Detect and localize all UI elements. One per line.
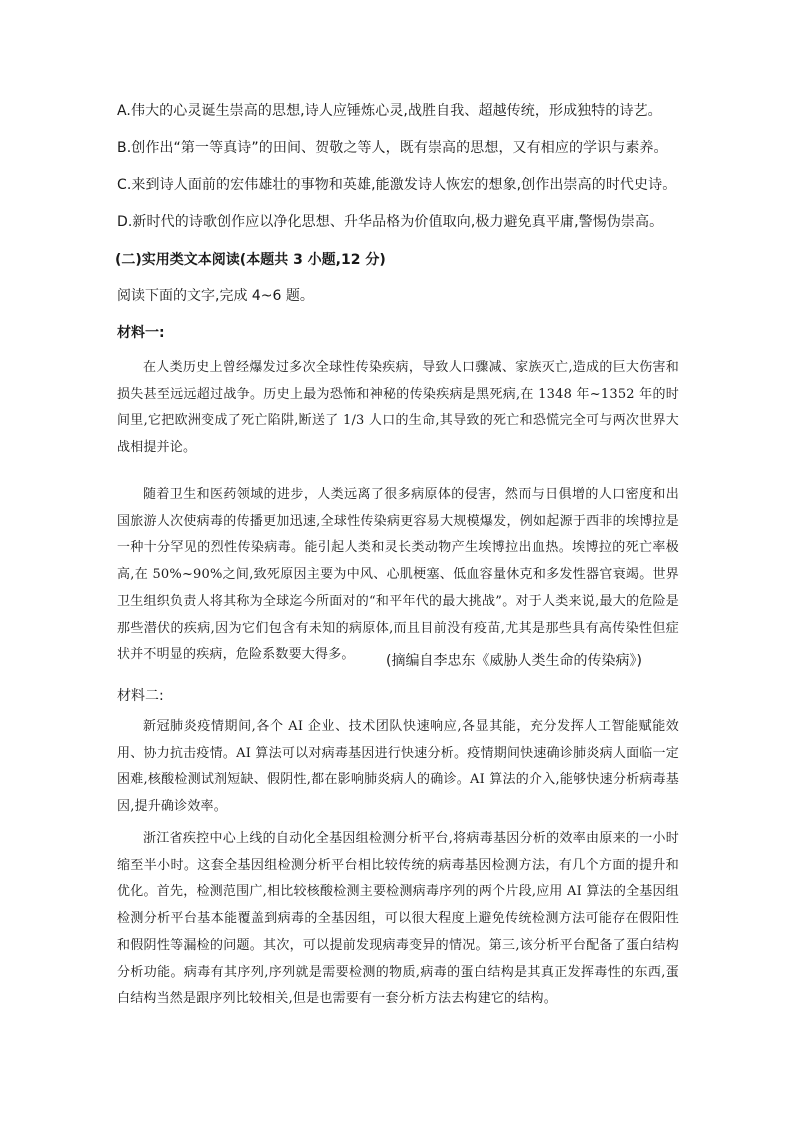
material-two-label: 材料二: [117, 688, 164, 704]
material-one-source: (摘编自李忠东《威胁人类生命的传染病》) [386, 653, 642, 669]
option-c: C.来到诗人面前的宏伟雄壮的事物和英雄,能激发诗人恢宏的想象,创作出崇高的时代史诗。 [117, 177, 677, 193]
section-title: (二)实用类文本阅读(本题共 3 小题,12 分) [115, 252, 386, 268]
material-one-paragraph: 在人类历史上曾经爆发过多次全球性传染疾病，导致人口骤减、家族灭亡,造成的巨大伤害和损失甚至远远超过战争。历史上最为恐怖和神秘的传染疾病是黑死病,在 1348 年~1352 年的时间里,它把欧洲变成了死亡陷阱,断送了 1/3 人口的生命,其导致的死亡和恐慌完全可与两次世界大战相提并论。 [117, 360, 679, 456]
material-two-paragraph: 新冠肺炎疫情期间,各个 AI 企业、技术团队快速响应,各显其能，充分发挥人工智能赋能效用、协力抗击疫情。AI 算法可以对病毒基因进行快速分析。疫情期间快速确诊肺炎病人面临一定困难,核酸检测试剂短缺、假阴性,都在影响肺炎病人的确诊。AI 算法的介入,能够快速分析病毒基因,提升确诊效率。 [117, 719, 679, 815]
material-two-paragraph: 浙江省疾控中心上线的自动化全基因组检测分析平台,将病毒基因分析的效率由原来的一小时缩至半小时。这套全基因组检测分析平台相比较传统的病毒基因检测方法，有几个方面的提升和优化。首先，检测范围广,相比较核酸检测主要检测病毒序列的两个片段,应用 AI 算法的全基因组检测分析平台基本能覆盖到病毒的全基因组，可以很大程度上避免传统检测方法可能存在假阳性和假阴性等漏检的问题。其次，可以提前发现病毒变异的情况。第三,该分析平台配备了蛋白结构分析功能。病毒有其序列,序列就是需要检测的物质,病毒的蛋白结构是其真正发挥毒性的东西,蛋白结构当然是跟序列比较相关,但是也需要有一套分析方法去构建它的结构。 [117, 831, 679, 1007]
material-one-paragraph: 随着卫生和医药领域的进步，人类远离了很多病原体的侵害，然而与日俱增的人口密度和出国旅游人次使病毒的传播更加迅速,全球性传染病更容易大规模爆发，例如起源于西非的埃博拉是一种十分罕见的烈性传染病毒。能引起人类和灵长类动物产生埃博拉出血热。埃博拉的死亡率极高,在 50%~90%之间,致死原因主要为中风、心肌梗塞、低血容量休克和多发性器官衰竭。世界卫生组织负责人将其称为全球迄今所面对的“和平年代的最大挑战”。对于人类来说,最大的危险是那些潜伏的疾病,因为它们包含有未知的病原体,而且目前没有疫苗,尤其是那些具有高传染性但症状并不明显的疾病，危险系数要大得多。 [117, 487, 679, 663]
instruction: 阅读下面的文字,完成 4~6 题。 [117, 288, 314, 304]
option-d: D.新时代的诗歌创作应以净化思想、升华品格为价值取向,极力避免真平庸,警惕伪崇高。 [117, 214, 664, 230]
option-a: A.伟大的心灵诞生崇高的思想,诗人应锤炼心灵,战胜自我、超越传统，形成独特的诗艺。 [117, 103, 662, 119]
option-b: B.创作出“第一等真诗”的田间、贺敬之等人，既有崇高的思想，又有相应的学识与素养。 [117, 140, 668, 156]
material-one-label: 材料一: [117, 325, 165, 341]
